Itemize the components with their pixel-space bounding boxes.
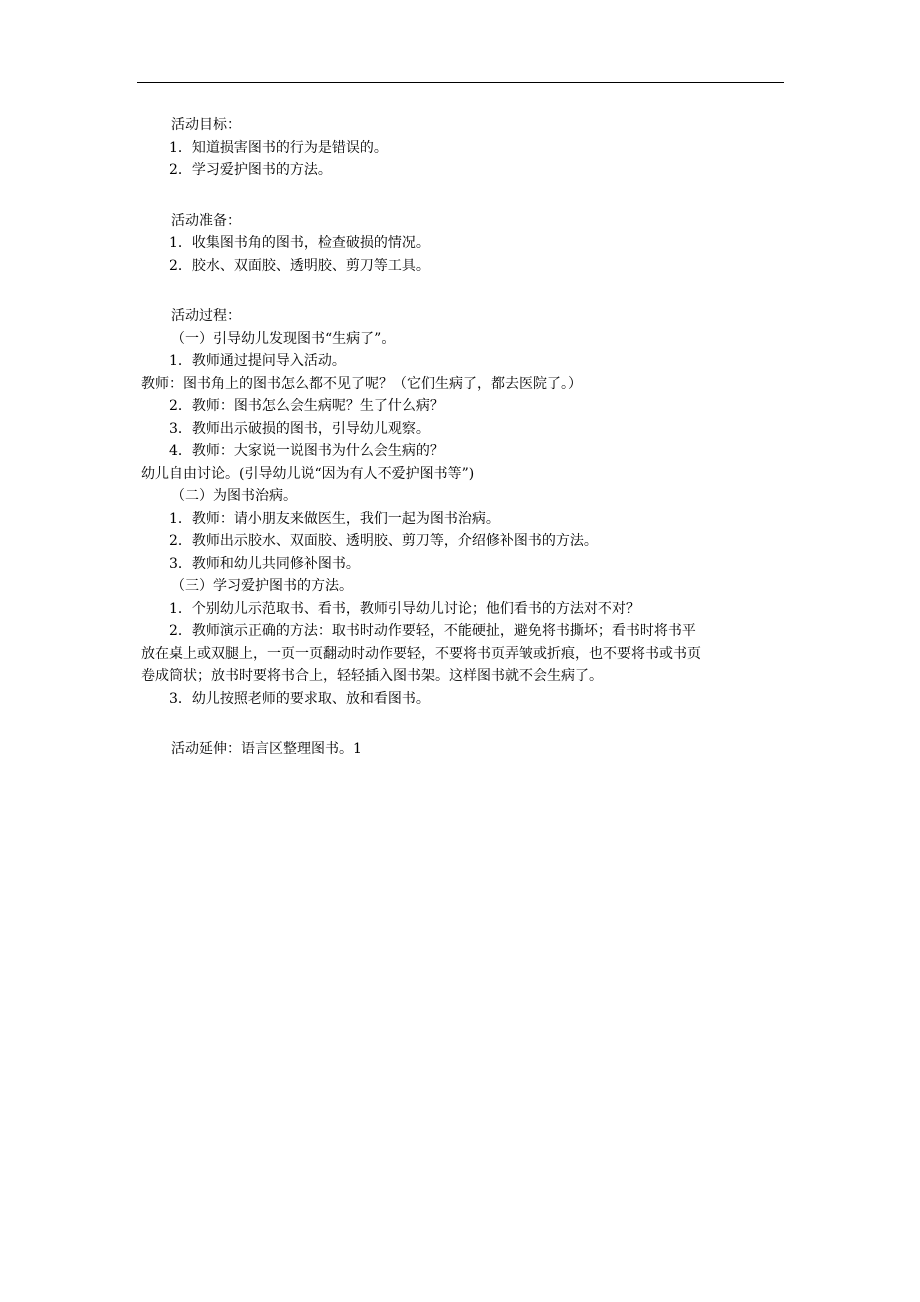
process-line: 1．教师通过提问导入活动。 [169, 353, 346, 369]
process-line: 2．教师演示正确的方法：取书时动作要轻，不能硬扯，避免将书撕坏；看书时将书平 [169, 623, 696, 639]
process-heading: 活动过程： [171, 308, 241, 324]
preparation-item: 2．胶水、双面胶、透明胶、剪刀等工具。 [169, 257, 430, 274]
process-line-continuation: 卷成筒状；放书时要将书合上，轻轻插入图书架。这样图书就不会生病了。 [141, 668, 603, 684]
process-line: 幼儿自由讨论。(引导幼儿说“因为有人不爱护图书等”) [141, 465, 475, 482]
process-line-continuation: 放在桌上或双腿上，一页一页翻动时动作要轻，不要将书页弄皱或折痕，也不要将书或书页 [141, 645, 701, 662]
process-line: 3．教师和幼儿共同修补图书。 [169, 555, 360, 572]
process-line: 教师：图书角上的图书怎么都不见了呢？（它们生病了，都去医院了。） [141, 375, 582, 392]
process-part3-title: （三）学习爱护图书的方法。 [171, 578, 353, 594]
extension-text: 活动延伸：语言区整理图书。1 [171, 741, 362, 757]
preparation-item: 1．收集图书角的图书，检查破损的情况。 [169, 235, 430, 251]
goal-item: 1．知道损害图书的行为是错误的。 [169, 139, 388, 156]
preparation-heading: 活动准备： [171, 212, 241, 229]
process-line: 2．教师：图书怎么会生病呢？生了什么病？ [169, 398, 444, 414]
process-part2-title: （二）为图书治病。 [171, 488, 297, 504]
lesson-plan-body [141, 114, 791, 761]
process-line: 1．个别幼儿示范取书、看书，教师引导幼儿讨论；他们看书的方法对不对？ [169, 600, 640, 617]
process-line: 4．教师：大家说一说图书为什么会生病的？ [169, 443, 444, 459]
process-line: 3．教师出示破损的图书，引导幼儿观察。 [169, 420, 430, 437]
header-rule [137, 82, 784, 83]
goals-heading: 活动目标： [171, 117, 241, 133]
goal-item: 2．学习爱护图书的方法。 [169, 162, 332, 178]
process-line: 2．教师出示胶水、双面胶、透明胶、剪刀等，介绍修补图书的方法。 [169, 533, 598, 549]
process-part1-title: （一）引导幼儿发现图书“生病了”。 [171, 330, 396, 347]
process-line: 1．教师：请小朋友来做医生，我们一起为图书治病。 [169, 510, 500, 527]
process-line: 3．幼儿按照老师的要求取、放和看图书。 [169, 690, 430, 707]
